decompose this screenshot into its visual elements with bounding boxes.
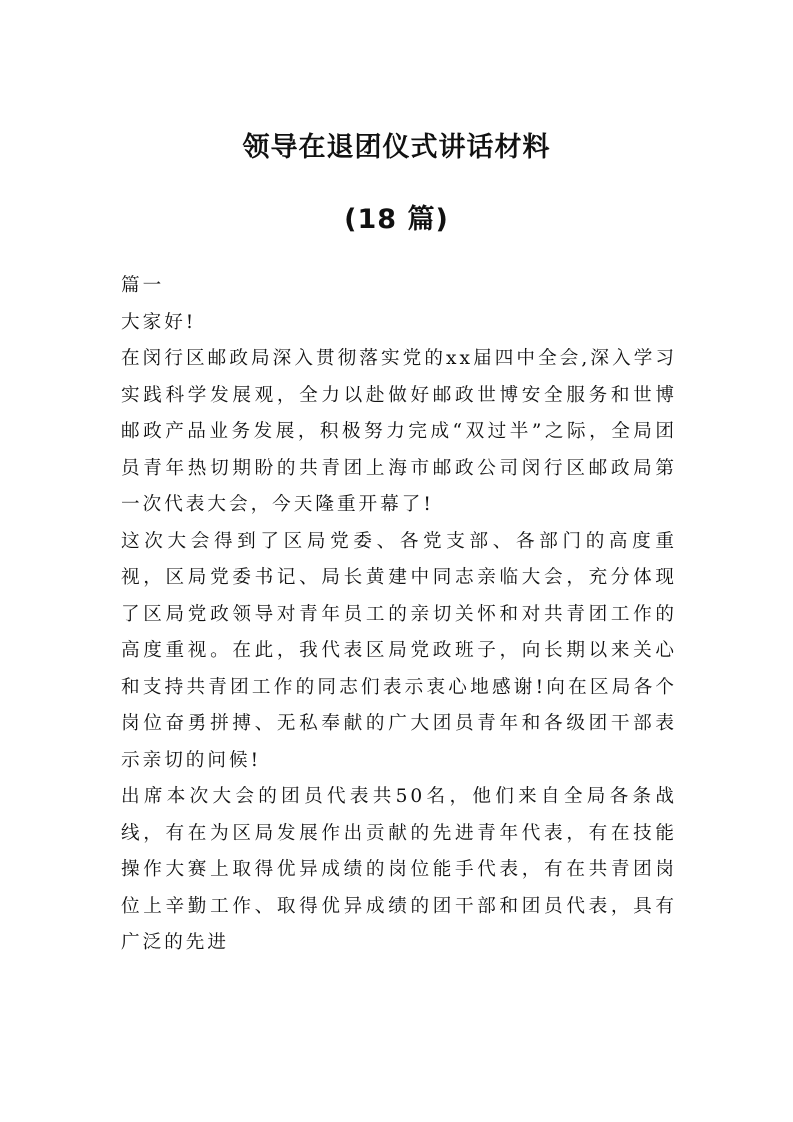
greeting-paragraph: 大家好! <box>121 311 197 333</box>
document-title: 领导在退团仪式讲话材料 <box>242 132 551 163</box>
body-paragraph: 这次大会得到了区局党委、各党支部、各部门的高度重视，区局党委书记、局长黄建中同志亲临大会，充分体现了区局党政领导对青年员工的亲切关怀和对共青团工作的高度重视。在此，我代表区局党政班子，向长期以来关心和支持共青团工作的同志们表示衷心地感谢!向在区局各个岗位奋勇拼搏、无私奉献的广大团员青年和各级团干部表示亲切的问候! <box>121 530 677 771</box>
section-heading: 篇一 <box>121 275 165 296</box>
body-paragraph: 出席本次大会的团员代表共50名，他们来自全局各条战线，有在为区局发展作出贡献的先进青年代表，有在技能操作大赛上取得优异成绩的岗位能手代表，有在共青团岗位上辛勤工作、取得优异成绩的团干部和团员代表，具有广泛的先进 <box>121 786 677 953</box>
body-paragraph: 在闵行区邮政局深入贯彻落实党的xx届四中全会,深入学习实践科学发展观，全力以赴做好邮政世博安全服务和世博邮政产品业务发展，积极努力完成“双过半”之际，全局团员青年热切期盼的共青团上海市邮政公司闵行区邮政局第一次代表大会，今天隆重开幕了! <box>121 348 677 515</box>
document-subtitle: (18 篇) <box>344 204 449 235</box>
document-body <box>121 268 677 962</box>
